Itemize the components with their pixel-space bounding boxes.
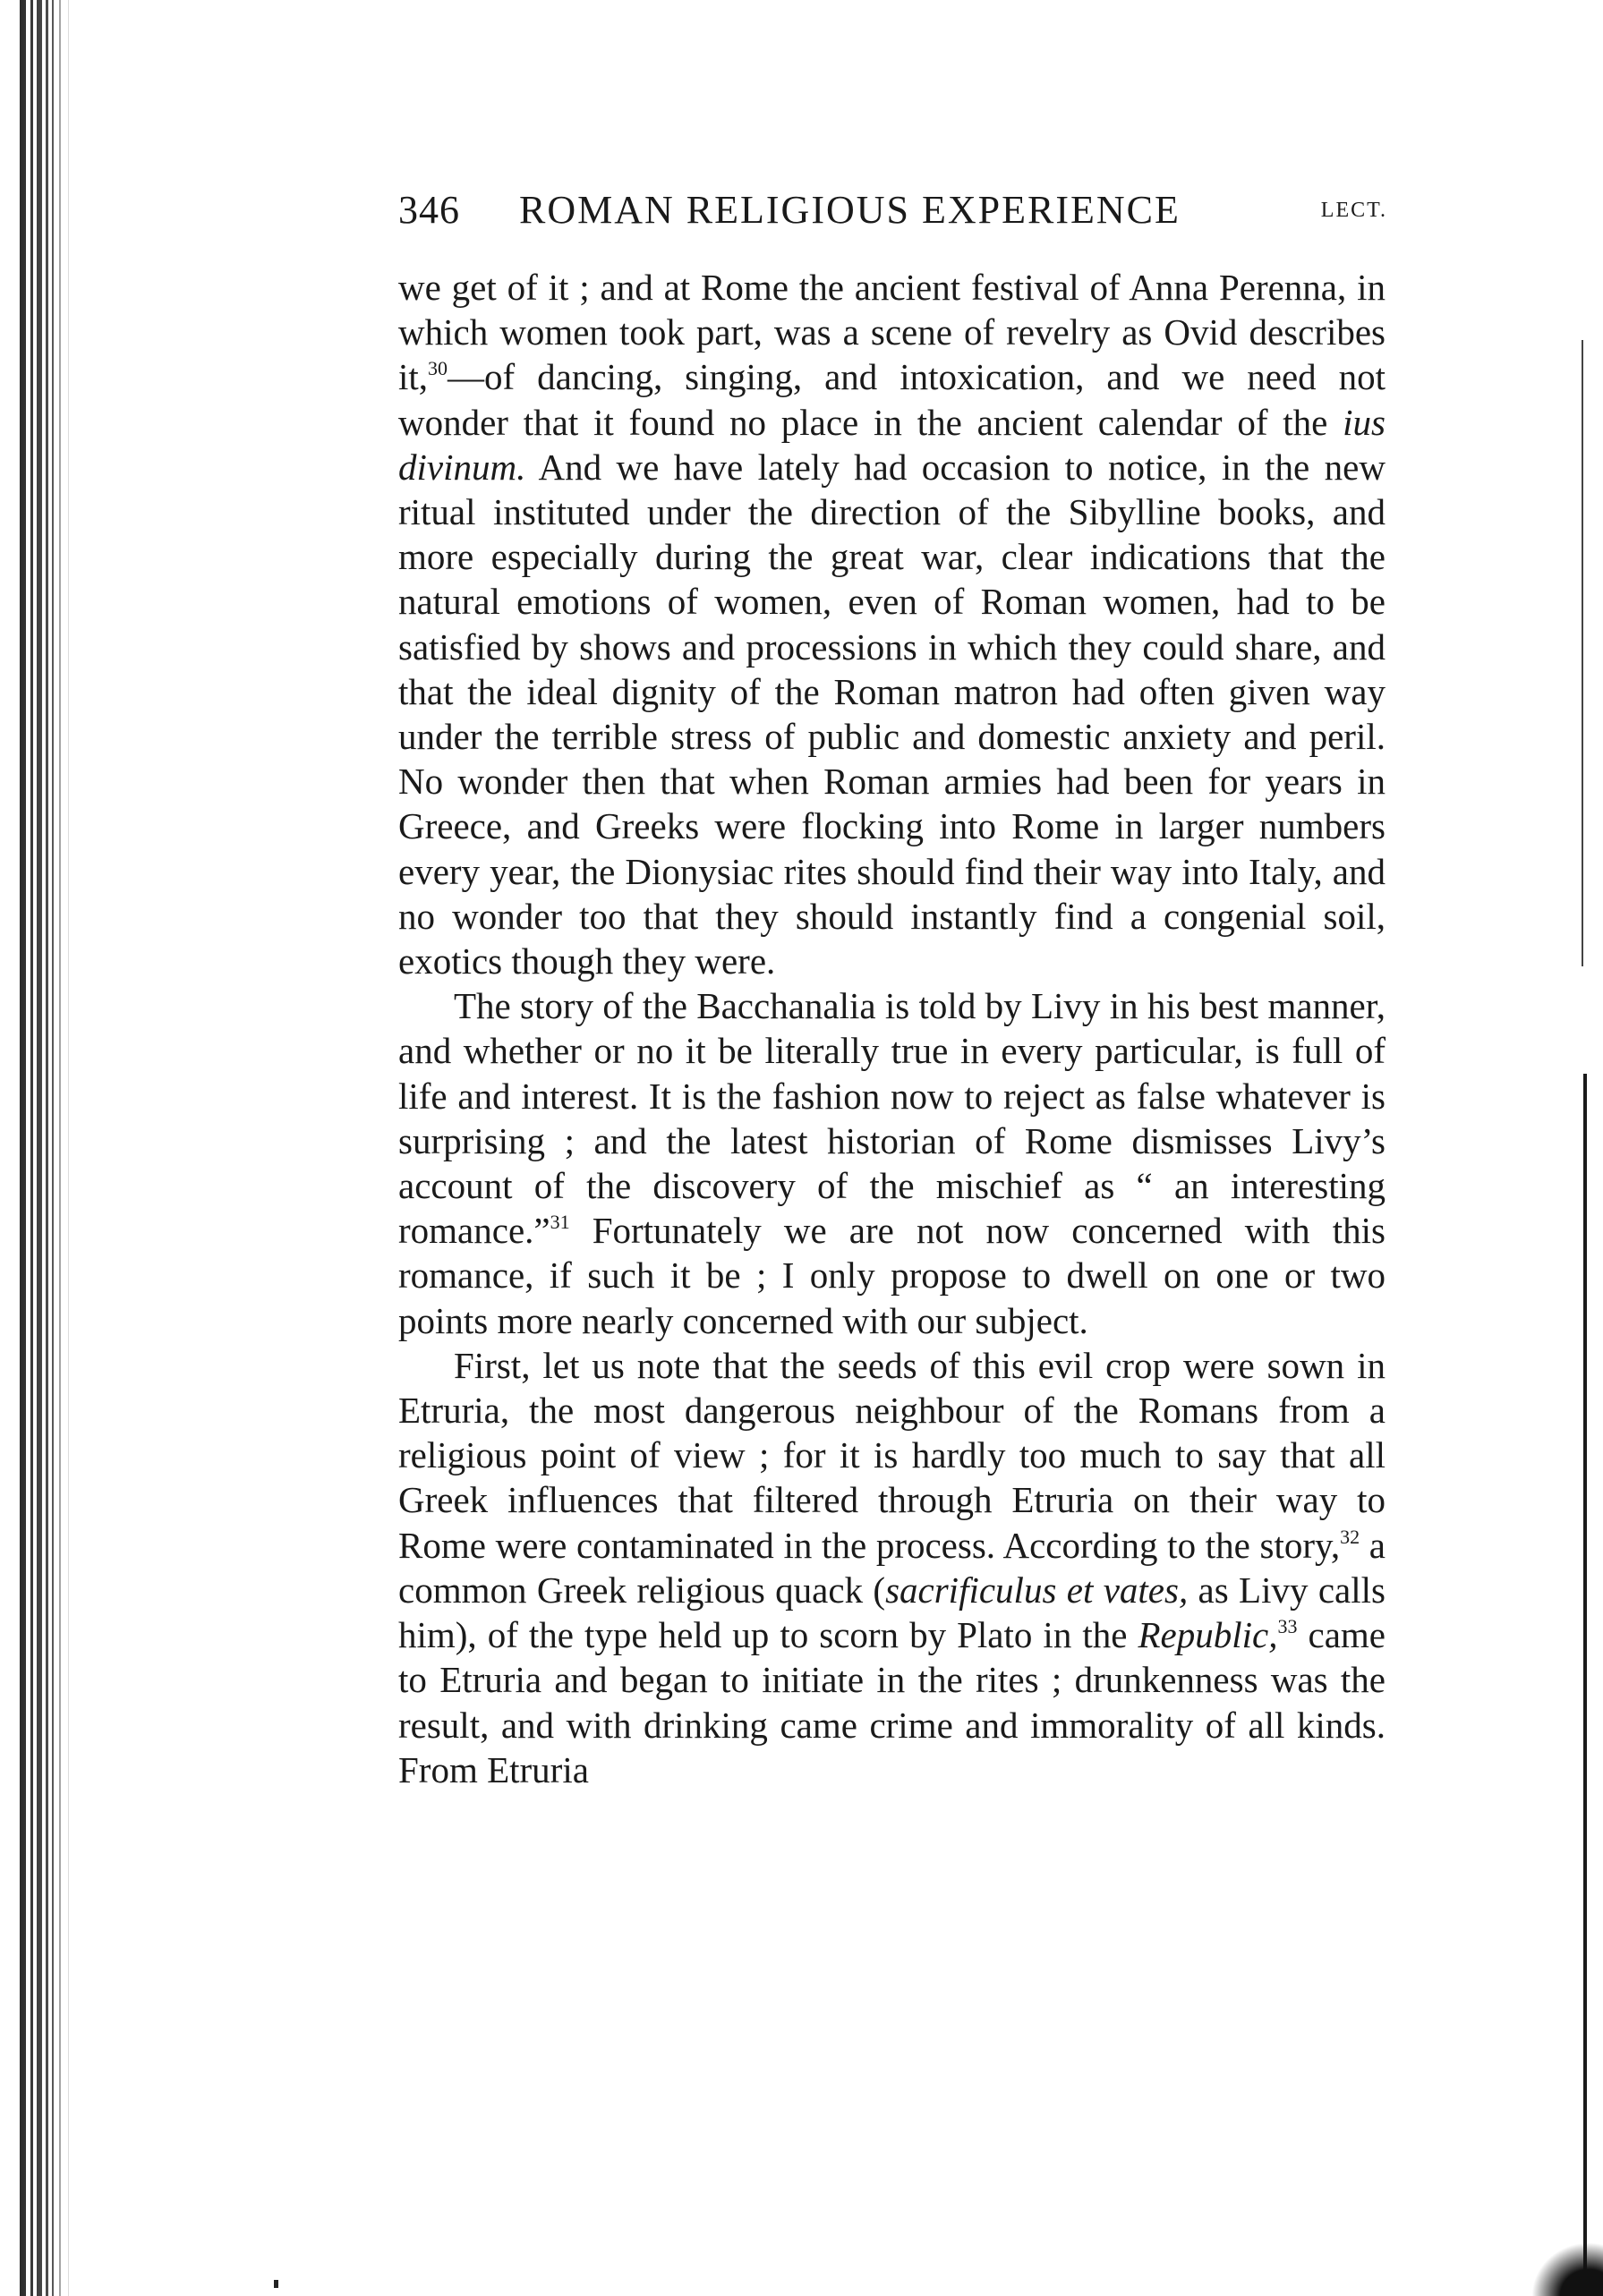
page-edge-line — [1582, 340, 1583, 966]
running-title: ROMAN RELIGIOUS EXPERIENCE — [519, 188, 1181, 232]
italic-term: ius divinum. — [398, 401, 1386, 488]
italic-term: sacrificulus et vates, — [885, 1569, 1189, 1611]
body-text — [398, 265, 1386, 1792]
corner-ink-blot — [1531, 2242, 1603, 2296]
book-binding-gutter — [0, 0, 85, 2296]
paragraph-3: First, let us note that the seeds of this evil crop were sown in Etruria, the most dangerous neighbour of the Romans from a religious point of view ; for it is hardly too much to say that all Greek influences that filtered through Etruria on their way to Rome were contaminated in the process. According to the story,$^{32}$ a common Greek religious quack (sacrificulus et vates, as Livy calls him), of the type held up to scorn by Plato in the Republic,$^{33}$ came to Etruria and began to initiate in the rites ; drunkenness was the result, and with drinking came crime and immorality of all kinds. From Etruria — [398, 1344, 1386, 1790]
paragraph-2: The story of the Bacchanalia is told by Livy in his best manner, and whether or no it be literally true in every particular, is full of life and interest. It is the fashion now to reject as false whatever is surprising ; and the latest historian of Rome dismisses Livy’s account of the discovery of the mischief as “ an interesting romance.”$^{31}$ Fortunately we are not now concerned with this romance, if such it be ; I only propose to dwell on one or two points more nearly concerned with our subject. — [398, 985, 1386, 1341]
footnote-ref-33: 33 — [1277, 1615, 1298, 1638]
italic-title: Republic, — [1138, 1614, 1278, 1656]
footnote-ref-30: 30 — [428, 357, 448, 380]
footnote-ref-32: 32 — [1340, 1525, 1360, 1548]
lecture-label: LECT. — [1320, 199, 1387, 222]
page-edge-shadow — [1583, 1074, 1587, 2291]
footnote-ref-31: 31 — [550, 1211, 570, 1234]
ink-speck — [274, 2280, 278, 2288]
page-number: 346 — [398, 188, 460, 232]
paragraph-1: we get of it ; and at Rome the ancient festival of Anna Perenna, in which women took part, was a scene of revelry as Ovid describes it,$^{30}$—of dancing, singing, and intoxication, and we need not wonder that it found no place in the ancient calendar of the ius divinum. And we have lately had occasion to notice, in the new ritual instituted under the direction of the Sibylline books, and more especially during the great war, clear indications that the natural emotions of women, even of Roman women, had to be satisfied by shows and processions in which they could share, and that the ideal dignity of the Roman matron had often given way under the terrible stress of public and domestic anxiety and peril. No wonder then that when Roman armies had been for years in Greece, and Greeks were flocking into Rome in larger numbers every year, the Dionysiac rites should find their way into Italy, and no wonder too that they should instantly find a congenial soil, exotics though they were. — [398, 267, 1386, 982]
running-header — [398, 183, 1387, 237]
